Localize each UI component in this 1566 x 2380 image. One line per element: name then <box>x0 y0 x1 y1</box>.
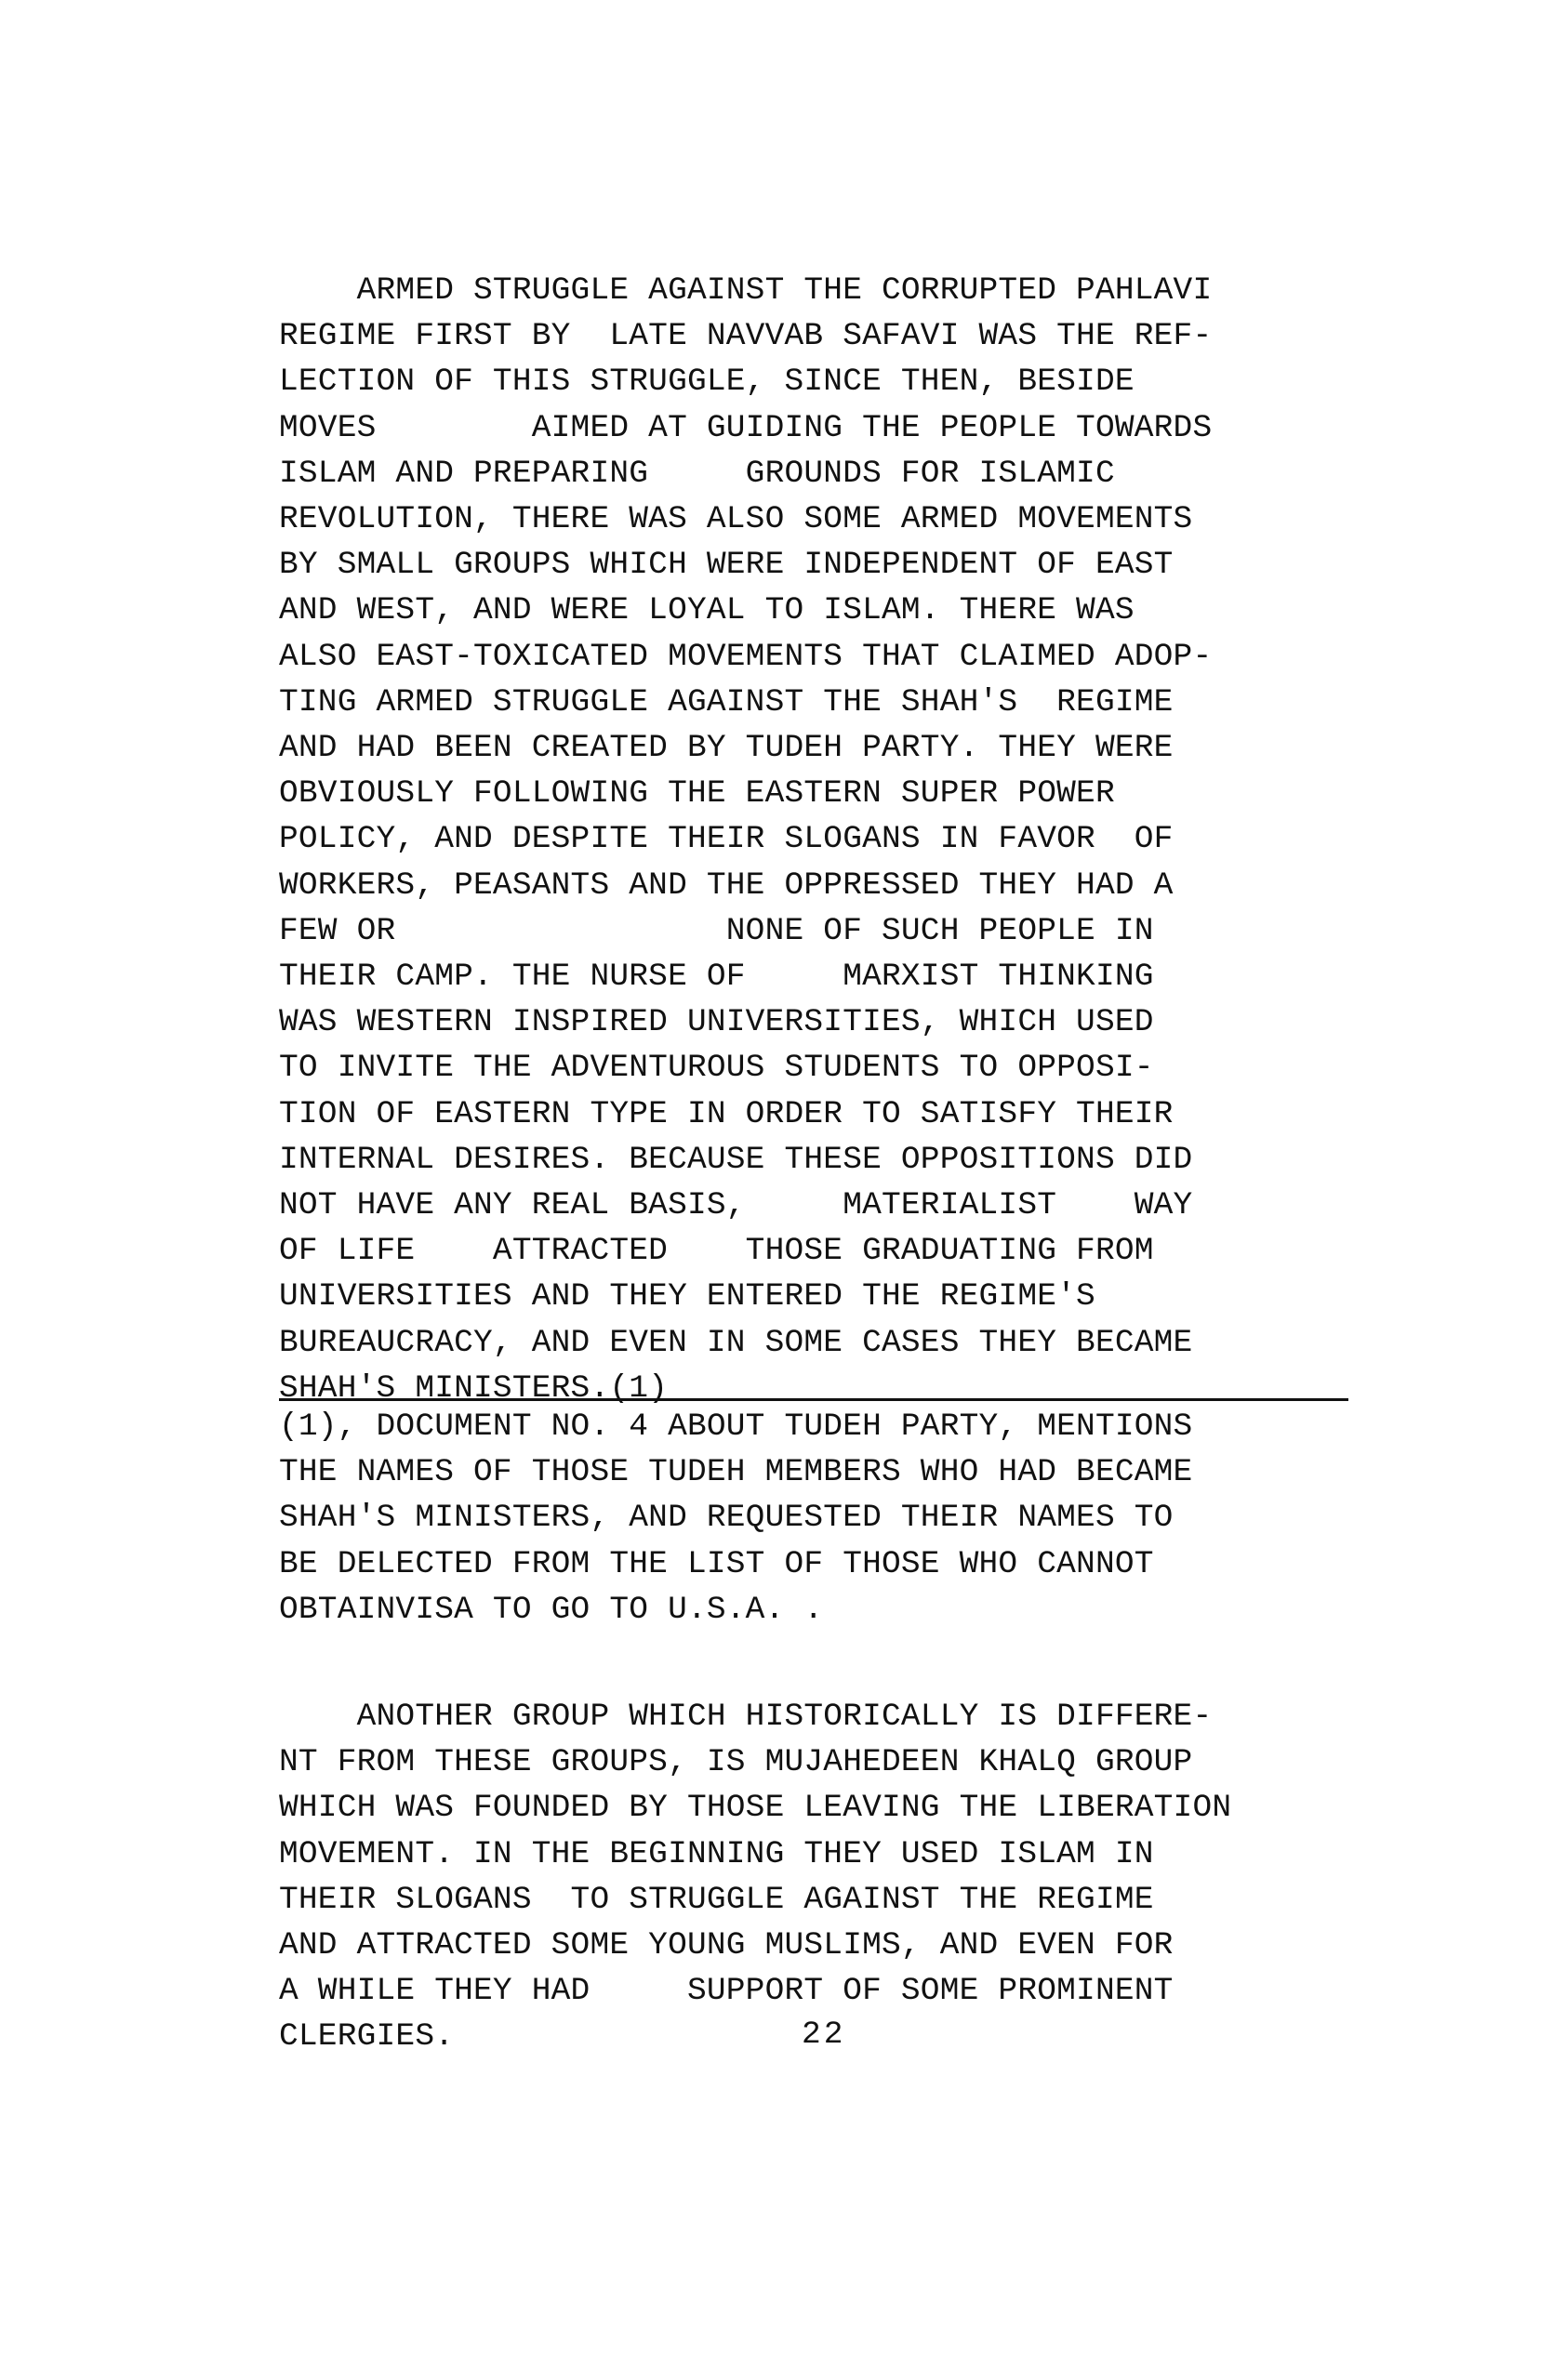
paragraph-line: WAS WESTERN INSPIRED UNIVERSITIES, WHICH USED <box>279 1004 1154 1041</box>
paragraph-line: LECTION OF THIS STRUGGLE, SINCE THEN, BESIDE <box>279 364 1135 401</box>
paragraph-line: TING ARMED STRUGGLE AGAINST THE SHAH'S REGIME <box>279 683 1174 721</box>
footnote-line: BE DELECTED FROM THE LIST OF THOSE WHO CANNOT <box>279 1545 1154 1582</box>
footnote-divider <box>279 1398 1348 1401</box>
paragraph-line: REVOLUTION, THERE WAS ALSO SOME ARMED MOVEMENTS <box>279 501 1193 538</box>
paragraph-line: CLERGIES. <box>279 2018 455 2056</box>
paragraph-line: SHAH'S MINISTERS.(1) <box>279 1369 669 1407</box>
paragraph-line: ANOTHER GROUP WHICH HISTORICALLY IS DIFFERE- <box>279 1699 1213 1735</box>
paragraph-line: A WHILE THEY HAD SUPPORT OF SOME PROMINENT <box>279 1973 1174 2010</box>
paragraph-line: WORKERS, PEASANTS AND THE OPPRESSED THEY HAD A <box>279 866 1174 904</box>
paragraph-line: POLICY, AND DESPITE THEIR SLOGANS IN FAVOR OF <box>279 821 1174 858</box>
main-paragraph <box>279 268 1376 1411</box>
paragraph-line: NOT HAVE ANY REAL BASIS, MATERIALIST WAY <box>279 1187 1193 1224</box>
paragraph-line: MOVES AIMED AT GUIDING THE PEOPLE TOWARDS <box>279 409 1213 446</box>
paragraph-line: TION OF EASTERN TYPE IN ORDER TO SATISFY THEIR <box>279 1095 1174 1132</box>
footnote-line: (1), DOCUMENT NO. 4 ABOUT TUDEH PARTY, MENTIONS <box>279 1408 1193 1445</box>
paragraph-line: ALSO EAST-TOXICATED MOVEMENTS THAT CLAIMED ADOP- <box>279 638 1213 675</box>
paragraph-line: AND WEST, AND WERE LOYAL TO ISLAM. THERE WAS <box>279 592 1135 629</box>
paragraph-line: BUREAUCRACY, AND EVEN IN SOME CASES THEY BECAME <box>279 1324 1193 1361</box>
footnote-line: OBTAINVISA TO GO TO U.S.A. . <box>279 1591 824 1628</box>
paragraph-line: MOVEMENT. IN THE BEGINNING THEY USED ISLAM IN <box>279 1835 1154 1872</box>
paragraph-line: FEW OR NONE OF SUCH PEOPLE IN <box>279 912 1154 949</box>
paragraph-line: AND ATTRACTED SOME YOUNG MUSLIMS, AND EVEN FOR <box>279 1927 1174 1964</box>
paragraph-line: AND HAD BEEN CREATED BY TUDEH PARTY. THEY WERE <box>279 730 1174 767</box>
paragraph-line: OBVIOUSLY FOLLOWING THE EASTERN SUPER POWER <box>279 775 1115 813</box>
page-number: 22 <box>802 2016 846 2053</box>
footnote <box>279 1404 1376 1633</box>
paragraph-line: INTERNAL DESIRES. BECAUSE THESE OPPOSITIONS DID <box>279 1141 1193 1178</box>
paragraph-line: REGIME FIRST BY LATE NAVVAB SAFAVI WAS THE REF- <box>279 318 1213 355</box>
paragraph-line: UNIVERSITIES AND THEY ENTERED THE REGIME'S <box>279 1278 1095 1316</box>
paragraph-line: THEIR CAMP. THE NURSE OF MARXIST THINKING <box>279 959 1154 996</box>
paragraph-line: ISLAM AND PREPARING GROUNDS FOR ISLAMIC <box>279 455 1115 492</box>
paragraph-line: OF LIFE ATTRACTED THOSE GRADUATING FROM <box>279 1233 1154 1270</box>
paragraph-line: WHICH WAS FOUNDED BY THOSE LEAVING THE LIBERATION <box>279 1790 1232 1827</box>
paragraph-line: ARMED STRUGGLE AGAINST THE CORRUPTED PAHLAVI <box>279 272 1213 309</box>
paragraph-line: TO INVITE THE ADVENTUROUS STUDENTS TO OPPOSI- <box>279 1050 1154 1087</box>
paragraph-line: THEIR SLOGANS TO STRUGGLE AGAINST THE REGIME <box>279 1881 1154 1918</box>
paragraph-line: NT FROM THESE GROUPS, IS MUJAHEDEEN KHALQ GROUP <box>279 1744 1193 1781</box>
paragraph-line: BY SMALL GROUPS WHICH WERE INDEPENDENT OF EAST <box>279 547 1174 584</box>
footnote-line: THE NAMES OF THOSE TUDEH MEMBERS WHO HAD BECAME <box>279 1454 1193 1491</box>
footnote-line: SHAH'S MINISTERS, AND REQUESTED THEIR NAMES TO <box>279 1500 1174 1537</box>
second-paragraph <box>279 1694 1376 2060</box>
